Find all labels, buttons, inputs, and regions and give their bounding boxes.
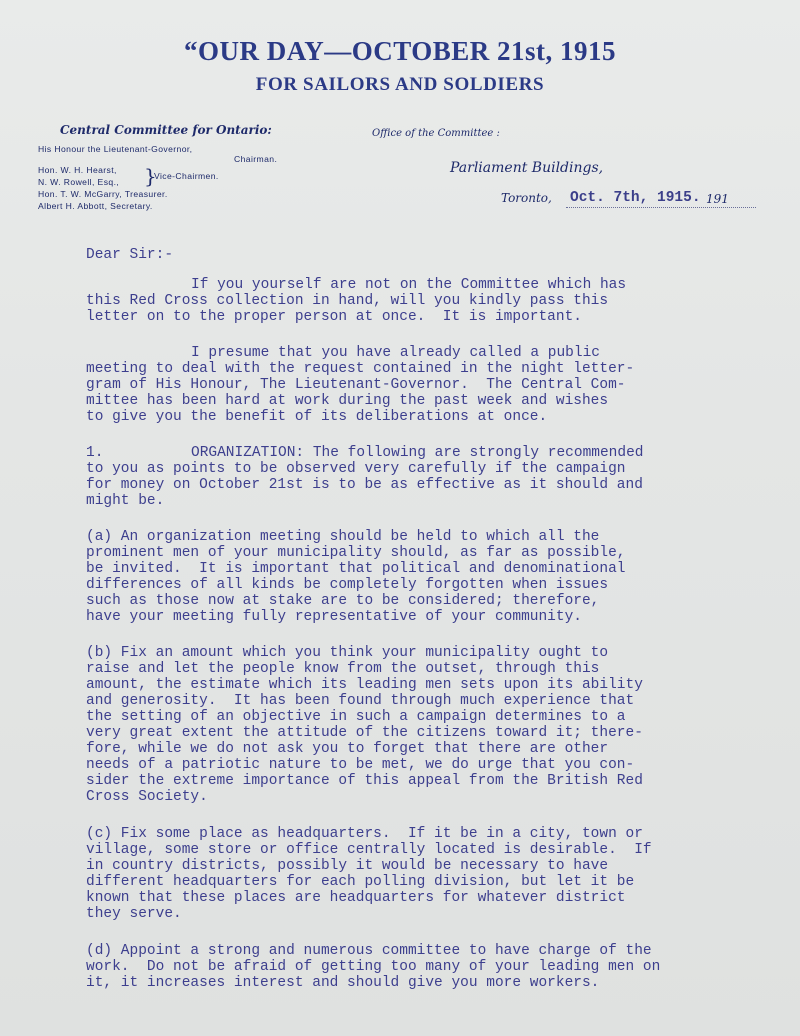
body-line: sider the extreme importance of this appeal from the British Red <box>86 773 643 789</box>
body-line: differences of all kinds be completely forgotten when issues <box>86 577 609 593</box>
body-line: such as those now at stake are to be considered; therefore, <box>86 593 600 609</box>
body-line: meeting to deal with the request contained in the night letter- <box>86 361 635 377</box>
body-line: to give you the benefit of its deliberations at once. <box>86 409 548 425</box>
body-line: work. Do not be afraid of getting too many of your leading men on <box>86 959 661 975</box>
body-line: different headquarters for each polling division, but let it be <box>86 874 635 890</box>
printed-year-suffix: 191 <box>706 192 729 206</box>
body-line: (c) Fix some place as headquarters. If it be in a city, town or <box>86 826 643 842</box>
body-line: might be. <box>86 493 165 509</box>
body-line: fore, while we do not ask you to forget that there are other <box>86 741 609 757</box>
office-label: Office of the Committee : <box>372 128 500 139</box>
body-line: village, some store or office centrally located is desirable. If <box>86 842 652 858</box>
body-line: for money on October 21st is to be as effective as it should and <box>86 477 643 493</box>
body-line: needs of a patriotic nature to be met, we do urge that you con- <box>86 757 635 773</box>
body-line: they serve. <box>86 906 182 922</box>
body-line: and generosity. It has been found through much experience that <box>86 693 635 709</box>
letterhead-title: “OUR DAY—OCTOBER 21st, 1915 <box>183 36 617 66</box>
committee-vice-2: N. W. Rowell, Esq., <box>38 177 120 187</box>
office-city: Toronto, <box>501 191 552 205</box>
salutation: Dear Sir:- <box>86 247 174 263</box>
body-line: Cross Society. <box>86 789 208 805</box>
body-line: this Red Cross collection in hand, will you kindly pass this <box>86 293 609 309</box>
brace-glyph: } <box>144 164 157 188</box>
body-line: (d) Appoint a strong and numerous committee to have charge of the <box>86 943 652 959</box>
body-line: raise and let the people know from the outset, through this <box>86 661 600 677</box>
committee-secretary: Albert H. Abbott, Secretary. <box>38 201 153 211</box>
body-line: amount, the estimate which its leading men sets upon its ability <box>86 677 643 693</box>
body-line: have your meeting fully representative of your community. <box>86 609 582 625</box>
body-line: (b) Fix an amount which you think your municipality ought to <box>86 645 609 661</box>
body-line: If you yourself are not on the Committee which has <box>191 277 627 293</box>
body-line: mittee has been hard at work during the past week and wishes <box>86 393 609 409</box>
body-line: known that these places are headquarters for whatever district <box>86 890 626 906</box>
committee-chair-role: Chairman. <box>234 154 278 164</box>
body-line: it, it increases interest and should give you more workers. <box>86 975 600 991</box>
letterhead-subtitle: FOR SAILORS AND SOLDIERS <box>255 74 545 95</box>
office-building: Parliament Buildings, <box>450 160 604 176</box>
body-line: prominent men of your municipality should, as far as possible, <box>86 545 626 561</box>
body-line: (a) An organization meeting should be held to which all the <box>86 529 600 545</box>
body-line: ORGANIZATION: The following are strongly recommended <box>191 445 644 461</box>
body-line: the setting of an objective in such a campaign determines to a <box>86 709 626 725</box>
committee-treasurer: Hon. T. W. McGarry, Treasurer. <box>38 189 168 199</box>
committee-vice-1: Hon. W. H. Hearst, <box>38 165 117 175</box>
committee-chair-line: His Honour the Lieutenant-Governor, <box>38 144 193 154</box>
body-line: letter on to the proper person at once. It is important. <box>86 309 582 325</box>
body-line: gram of His Honour, The Lieutenant-Governor. The Central Com- <box>86 377 626 393</box>
body-line: in country districts, possibly it would be necessary to have <box>86 858 609 874</box>
committee-vice-role: Vice-Chairmen. <box>154 171 219 181</box>
body-line: I presume that you have already called a public <box>191 345 600 361</box>
committee-heading: Central Committee for Ontario: <box>60 123 272 137</box>
body-line: to you as points to be observed very carefully if the campaign <box>86 461 626 477</box>
body-line: very great extent the attitude of the citizens toward it; there- <box>86 725 643 741</box>
body-line: be invited. It is important that political and denominational <box>86 561 626 577</box>
letter-date: Oct. 7th, 1915. <box>570 190 701 206</box>
section-number: 1. <box>86 445 104 461</box>
